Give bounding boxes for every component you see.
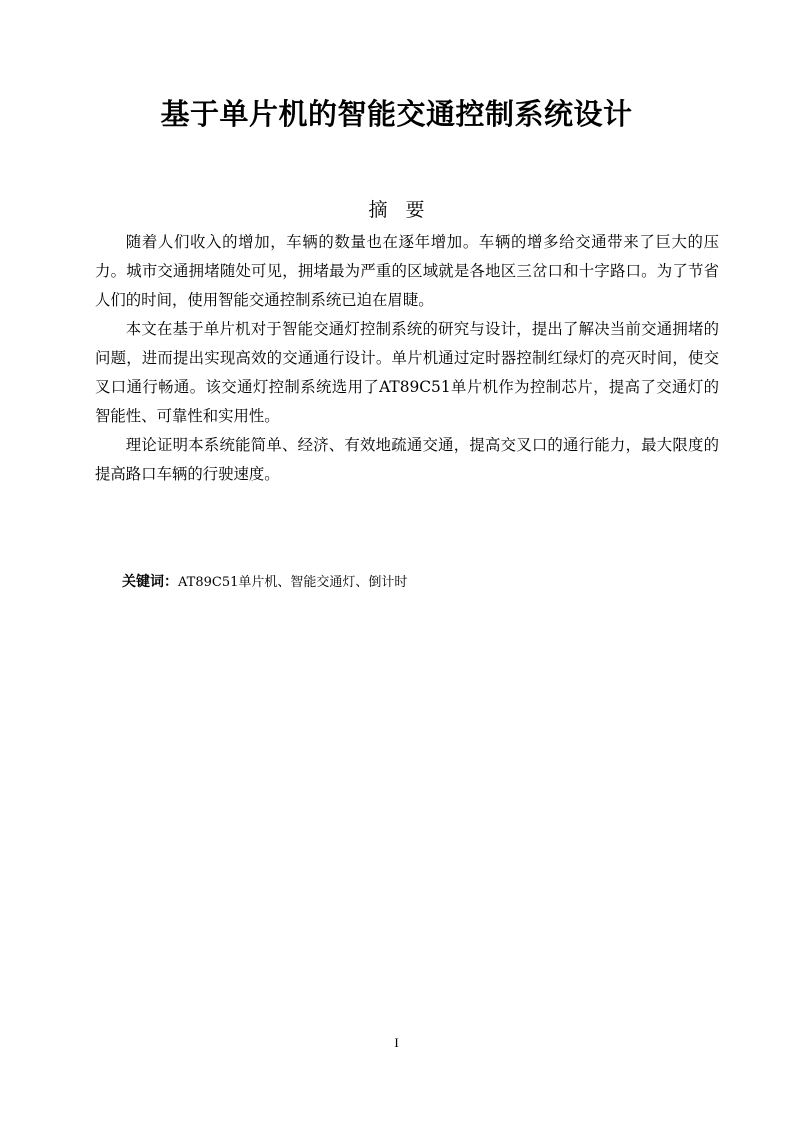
abstract-paragraph-1: 随着人们收入的增加，车辆的数量也在逐年增加。车辆的增多给交通带来了巨大的压力。城市交通拥堵随处可见，拥堵最为严重的区域就是各地区三岔口和十字路口。为了节省人们的时间，使用智能交通控制系统已迫在眉睫。 (95, 233, 719, 309)
document-title: 基于单片机的智能交通控制系统设计 (160, 97, 633, 131)
keywords-value: AT89C51单片机、智能交通灯、倒计时 (178, 575, 408, 590)
page-number: I (394, 1035, 399, 1050)
abstract-paragraph-3: 理论证明本系统能简单、经济、有效地疏通交通，提高交叉口的通行能力，最大限度的提高路口车辆的行驶速度。 (95, 436, 719, 483)
abstract-body (95, 228, 719, 489)
keywords-line (122, 570, 407, 595)
keywords-label: 关键词： (122, 574, 178, 590)
abstract-heading: 摘要 (368, 199, 443, 221)
abstract-paragraph-2: 本文在基于单片机对于智能交通灯控制系统的研究与设计，提出了解决当前交通拥堵的问题，进而提出实现高效的交通通行设计。单片机通过定时器控制红绿灯的亮灭时间，使交叉口通行畅通。该交通灯控制系统选用了AT89C51单片机作为控制芯片，提高了交通灯的智能性、可靠性和实用性。 (95, 320, 719, 425)
